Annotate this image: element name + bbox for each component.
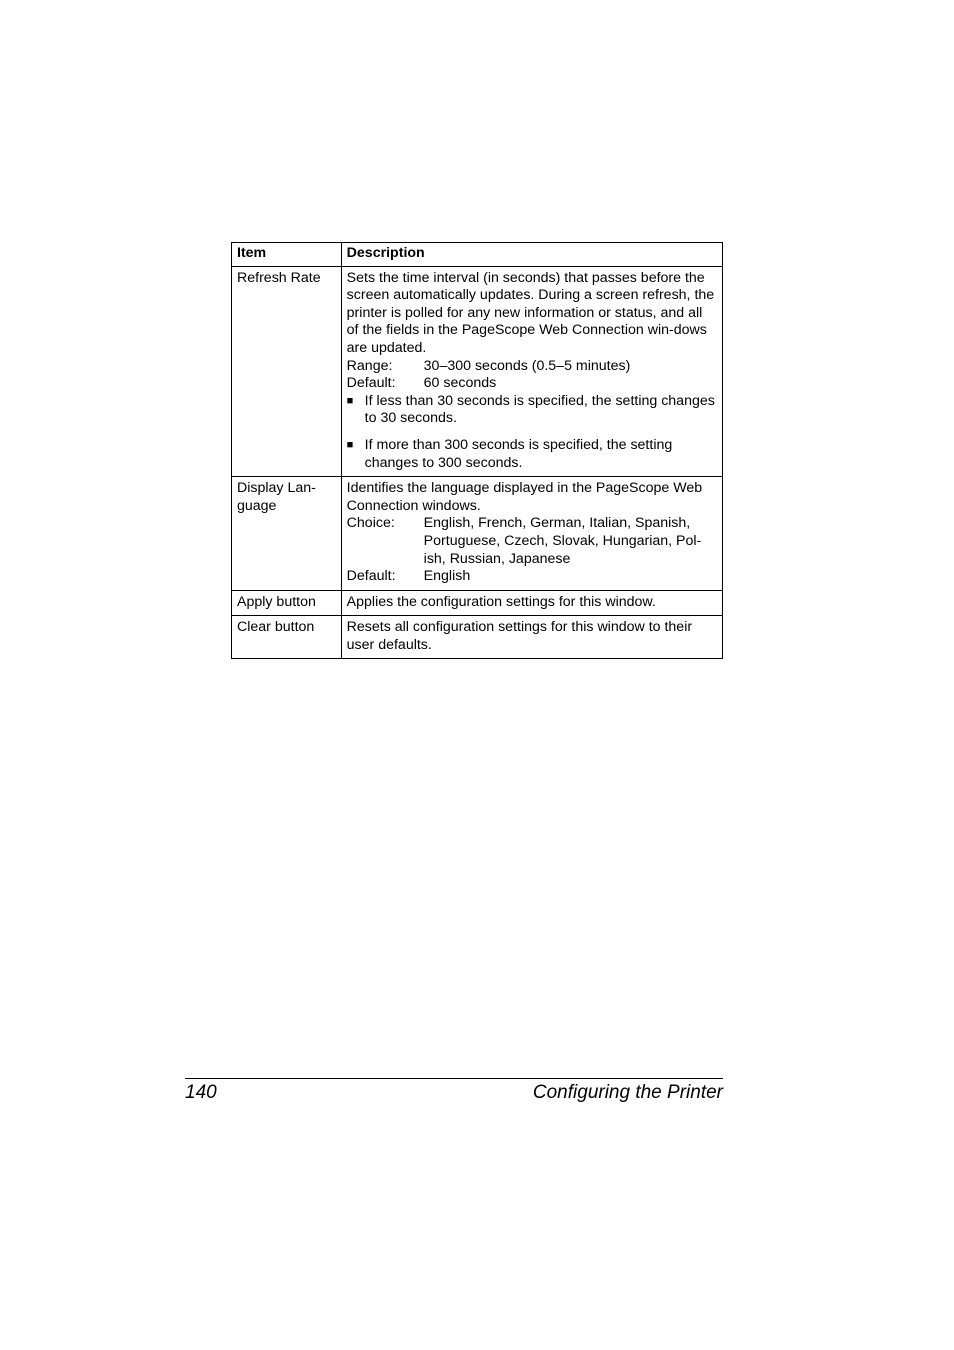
param-key: Range: bbox=[346, 357, 393, 374]
square-bullet-icon: ■ bbox=[346, 394, 354, 407]
page-number: 140 bbox=[185, 1082, 217, 1103]
param-key: Default: bbox=[346, 375, 396, 392]
param-default bbox=[347, 568, 718, 586]
table-row-refresh-rate bbox=[232, 266, 723, 477]
description-cell: Applies the configuration settings for this window. bbox=[341, 590, 722, 616]
param-key: Default: bbox=[346, 568, 396, 585]
table-row-display-language bbox=[232, 477, 723, 591]
param-choice bbox=[347, 515, 718, 568]
item-cell: Refresh Rate bbox=[232, 266, 342, 477]
section-title: Configuring the Printer bbox=[532, 1082, 723, 1103]
item-cell: Clear button bbox=[232, 616, 342, 659]
footer-divider bbox=[185, 1078, 723, 1079]
list-item bbox=[347, 393, 718, 428]
param-key: Choice: bbox=[346, 515, 395, 532]
square-bullet-icon: ■ bbox=[346, 438, 354, 451]
param-default bbox=[347, 375, 718, 393]
item-cell: Display Lan-guage bbox=[232, 477, 342, 591]
param-value: 30–300 seconds (0.5–5 minutes) bbox=[423, 357, 631, 374]
description-cell bbox=[341, 477, 722, 591]
item-cell: Apply button bbox=[232, 590, 342, 616]
table-row-apply-button bbox=[232, 590, 723, 616]
bullet-text: If more than 300 seconds is specified, the setting changes to 300 seconds. bbox=[364, 436, 673, 471]
param-range bbox=[347, 358, 718, 376]
table-header-row bbox=[232, 243, 723, 267]
list-item bbox=[347, 437, 718, 472]
description-text: Sets the time interval (in seconds) that passes before the screen automatically updates. During a screen refresh, the printer is polled for any new information or status, and all of the fields in the PageScope Web Connection win-dows are updated. bbox=[346, 269, 715, 356]
description-cell bbox=[341, 266, 722, 477]
settings-table bbox=[231, 242, 723, 659]
param-value: English, French, German, Italian, Spanish, Portuguese, Czech, Slovak, Hungarian, Pol-ish, Russian, Japanese bbox=[423, 515, 702, 567]
description-text: Identifies the language displayed in the PageScope Web Connection windows. bbox=[346, 480, 703, 514]
header-description: Description bbox=[341, 243, 722, 267]
param-value: 60 seconds bbox=[423, 375, 497, 392]
description-cell: Resets all configuration settings for this window to their user defaults. bbox=[341, 616, 722, 659]
table-row-clear-button bbox=[232, 616, 723, 659]
header-item: Item bbox=[232, 243, 342, 267]
param-value: English bbox=[423, 568, 471, 585]
bullet-text: If less than 30 seconds is specified, the setting changes to 30 seconds. bbox=[364, 392, 715, 427]
